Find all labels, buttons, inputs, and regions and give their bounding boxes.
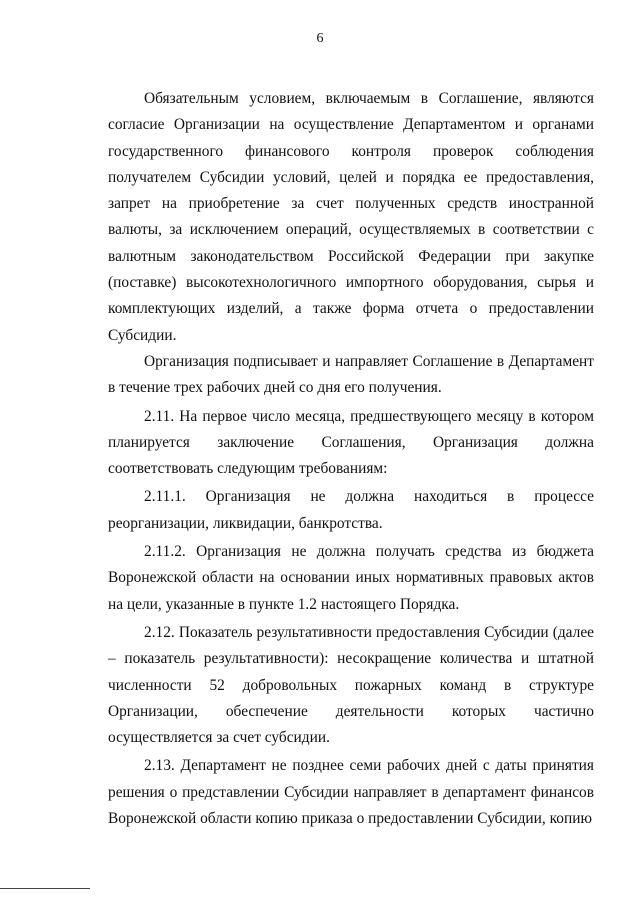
document-body [108, 86, 594, 832]
paragraph-2-13: 2.13. Департамент не позднее семи рабочих дней с даты принятия решения о представлении Субсидии направляет в департамент финансов Воронежской области копию приказа о предоставлении Субсидии, копию [108, 757, 594, 828]
paragraph-agreement-signing: Организация подписывает и направляет Соглашение в Департамент в течение трех рабочих дней со дня его получения. [108, 352, 594, 397]
paragraph-2-11-1: 2.11.1. Организация не должна находиться в процессе реорганизации, ликвидации, банкротства. [108, 488, 594, 532]
paragraph-2-11: 2.11. На первое число месяца, предшествующего месяцу в котором планируется заключение Соглашения, Организация должна соответствовать следующим требованиям: [108, 407, 594, 478]
footer-divider [0, 888, 90, 889]
paragraph-2-12: 2.12. Показатель результативности предоставления Субсидии (далее – показатель результативности): несокращение количества и штатной численности 52 добровольных пожарных команд в структуре Организации, обеспечение деятельности которых частично осуществляется за счет субсидии. [108, 623, 594, 747]
page-number: 6 [316, 31, 324, 46]
paragraph-agreement-conditions: Обязательным условием, включаемым в Соглашение, являются согласие Организации на осуществление Департаментом и органами государственного финансового контроля проверок соблюдения получателем Субсидии условий, целей и порядка ее предоставления, запрет на приобретение за счет полученных средств иностранной валюты, за исключением операций, осуществляемых в соответствии с валютным законодательством Российской Федерации при закупке (поставке) высокотехнологичного импортного оборудования, сырья и комплектующих изделий, а также форма отчета о предоставлении Субсидии. [108, 90, 594, 344]
paragraph-2-11-2: 2.11.2. Организация не должна получать средства из бюджета Воронежской области на основании иных нормативных правовых актов на цели, указанные в пункте 1.2 настоящего Порядка. [108, 543, 594, 613]
